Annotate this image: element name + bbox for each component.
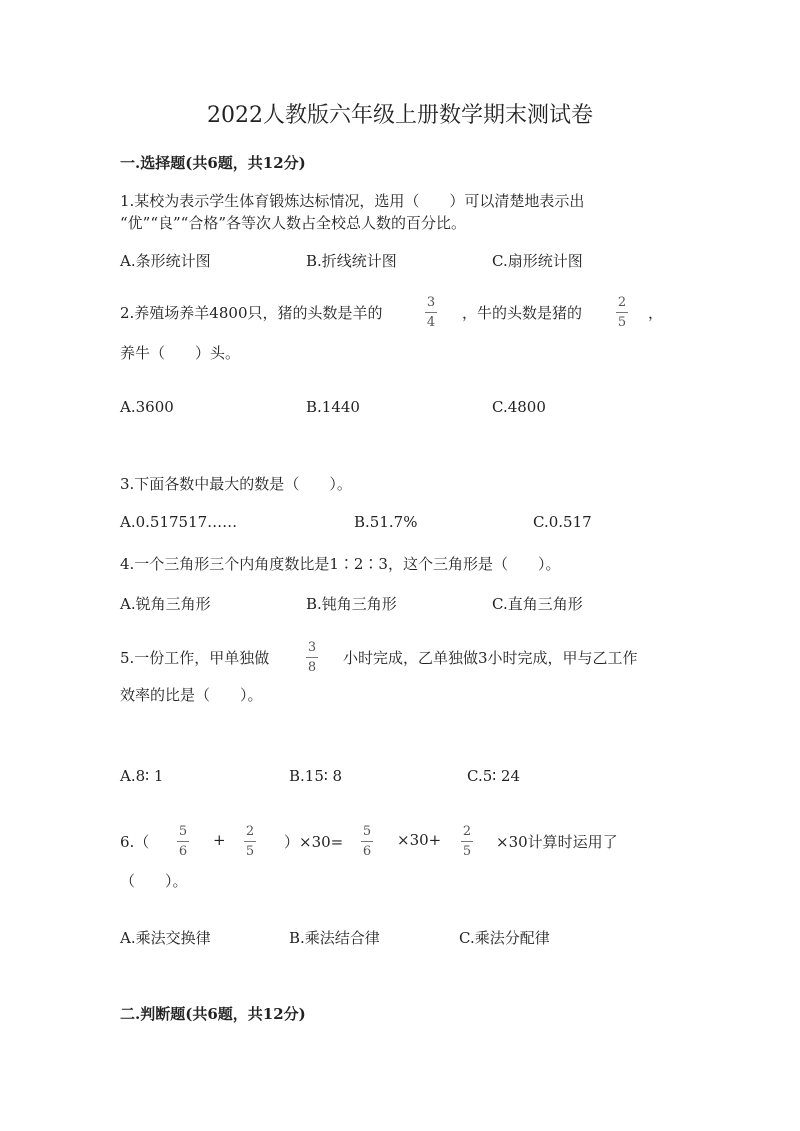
fraction-numerator: 2 — [462, 824, 472, 839]
question-4-line-1: 4.一个三角形三个内角度数比是1∶2∶3，这个三角形是（ ）。 — [120, 555, 561, 573]
fraction-denominator: 6 — [362, 844, 372, 859]
question-6-fraction-2 — [244, 825, 256, 858]
question-5-option-c: C.5∶ 24 — [467, 767, 521, 785]
fraction-numerator: 2 — [617, 295, 627, 310]
fraction-bar — [461, 841, 473, 842]
question-1-line-1: 1.某校为表示学生体育锻炼达标情况，选用（ ）可以清楚地表示出 — [120, 192, 585, 210]
question-6-text-1: 6.（ — [120, 833, 150, 851]
fraction-bar — [616, 312, 628, 313]
fraction-denominator: 5 — [617, 315, 627, 330]
question-6-option-a: A.乘法交换律 — [120, 929, 211, 947]
fraction-numerator: 5 — [178, 824, 188, 839]
question-5-text-1: 5.一份工作，甲单独做 — [120, 649, 270, 667]
question-6-plus: + — [213, 831, 226, 849]
fraction-denominator: 8 — [307, 660, 317, 675]
question-2-text-1: 2.养殖场养羊4800只，猪的头数是羊的 — [120, 304, 383, 322]
question-3-option-c: C.0.517 — [533, 513, 592, 531]
question-1-option-c: C.扇形统计图 — [492, 252, 583, 270]
question-2-option-b: B.1440 — [306, 398, 360, 416]
question-6-text-4: ×30计算时运用了 — [496, 833, 618, 851]
fraction-numerator: 3 — [426, 295, 436, 310]
section-heading-judgement: 二.判断题(共6题，共12分) — [120, 1005, 306, 1023]
fraction-bar — [425, 312, 437, 313]
fraction-bar — [306, 657, 318, 658]
question-6-option-c: C.乘法分配律 — [459, 929, 550, 947]
question-5-fraction-1 — [306, 641, 318, 674]
question-1-line-2: “优”“良”“合格”各等次人数占全校总人数的百分比。 — [120, 214, 467, 232]
question-4-option-a: A.锐角三角形 — [120, 595, 211, 613]
question-2-text-3: ， — [648, 304, 664, 322]
fraction-numerator: 5 — [362, 824, 372, 839]
question-2-option-a: A.3600 — [120, 398, 174, 416]
question-2-text-2: ，牛的头数是猪的 — [462, 304, 583, 322]
question-5-text-2: 小时完成，乙单独做3小时完成，甲与乙工作 — [343, 649, 638, 667]
question-1-option-a: A.条形统计图 — [120, 252, 211, 270]
fraction-numerator: 3 — [307, 640, 317, 655]
question-5-line-2: 效率的比是（ ）。 — [120, 686, 263, 704]
question-3-option-b: B.51.7% — [354, 513, 418, 531]
question-5-option-a: A.8∶ 1 — [120, 767, 164, 785]
question-3-line-1: 3.下面各数中最大的数是（ ）。 — [120, 475, 352, 493]
question-4-option-b: B.钝角三角形 — [306, 595, 397, 613]
question-2-fraction-2 — [616, 296, 628, 329]
fraction-numerator: 2 — [245, 824, 255, 839]
question-4-option-c: C.直角三角形 — [492, 595, 583, 613]
question-2-option-c: C.4800 — [492, 398, 546, 416]
fraction-bar — [177, 841, 189, 842]
fraction-denominator: 4 — [426, 315, 436, 330]
question-6-fraction-1 — [177, 825, 189, 858]
question-6-text-3: ×30+ — [397, 831, 442, 849]
question-3-option-a: A.0.517517…… — [120, 513, 238, 531]
question-6-fraction-4 — [461, 825, 473, 858]
fraction-denominator: 5 — [245, 844, 255, 859]
question-5-option-b: B.15∶ 8 — [289, 767, 343, 785]
question-1-option-b: B.折线统计图 — [306, 252, 397, 270]
page-title: 2022人教版六年级上册数学期末测试卷 — [207, 103, 593, 128]
question-6-fraction-3 — [361, 825, 373, 858]
question-2-line-2: 养牛（ ）头。 — [120, 344, 241, 362]
question-2-fraction-1 — [425, 296, 437, 329]
fraction-bar — [244, 841, 256, 842]
question-6-text-2: ）×30= — [284, 833, 344, 851]
fraction-denominator: 6 — [178, 844, 188, 859]
section-heading-choice: 一.选择题(共6题，共12分) — [120, 154, 306, 172]
fraction-denominator: 5 — [462, 844, 472, 859]
fraction-bar — [361, 841, 373, 842]
question-6-line-2: （ ）。 — [120, 872, 188, 890]
question-6-option-b: B.乘法结合律 — [289, 929, 380, 947]
